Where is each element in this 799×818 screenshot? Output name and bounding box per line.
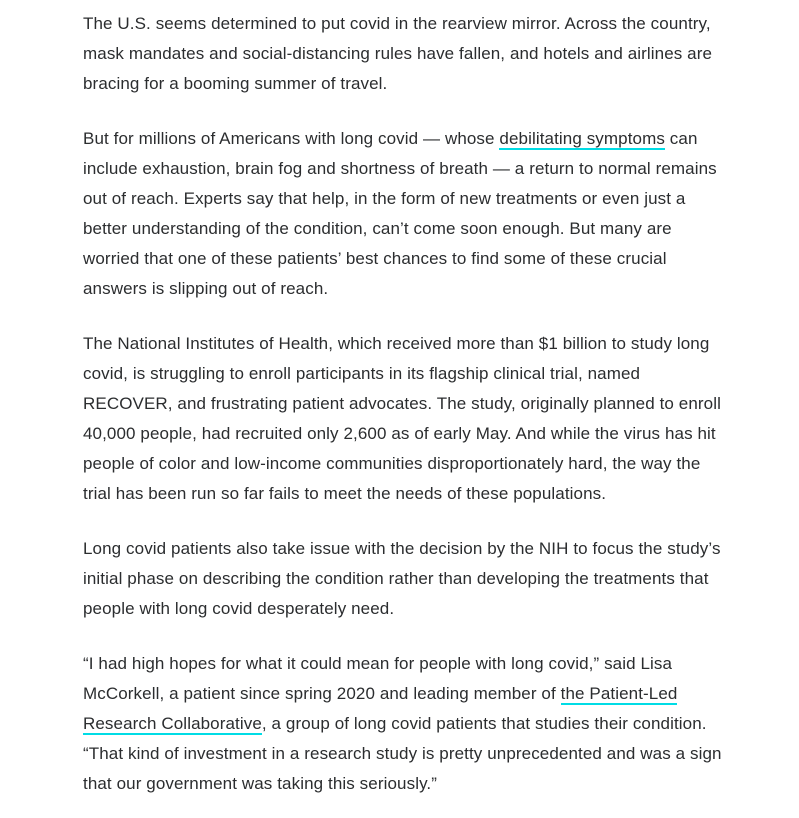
paragraph-text: can include exhaustion, brain fog and shortness of breath — a return to normal remains out of reach. Experts say that help, in the form of new treatments or even just a better understanding of the condition, can’t come soon enough. But many are worried that one of these patients’ best chances to find some of these crucial answers is slipping out of reach.: [83, 129, 717, 298]
paragraph-text: “I had high hopes for what it could mean for people with long covid,” said Lisa McCorkell, a patient since spring 2020 and leading member of: [83, 654, 673, 703]
paragraph: [83, 534, 729, 624]
paragraph-text: The National Institutes of Health, which received more than $1 billion to study long covid, is struggling to enroll participants in its flagship clinical trial, named RECOVER, and frustrating patient advocates. The study, originally planned to enroll 40,000 people, had recruited only 2,600 as of early May. And while the virus has hit people of color and low-income communities disproportionately hard, the way the trial has been run so far fails to meet the needs of these populations.: [83, 334, 721, 503]
paragraph-text: But for millions of Americans with long covid — whose: [83, 129, 500, 148]
link-debilitating-symptoms[interactable]: debilitating symptoms: [499, 129, 665, 148]
paragraph-text: , a group of long covid patients that studies their condition. “That kind of investment in a research study is pretty unprecedented and was a sign that our government was taking this seriously.”: [83, 714, 722, 793]
paragraph: [83, 124, 729, 304]
link-patient-led-research-collaborative[interactable]: the Patient-Led Research Collaborative: [83, 684, 678, 733]
paragraph-text: The U.S. seems determined to put covid in the rearview mirror. Across the country, mask mandates and social-distancing rules have fallen, and hotels and airlines are bracing for a booming summer of travel.: [83, 14, 713, 93]
paragraph: [83, 329, 729, 509]
paragraph: [83, 9, 729, 99]
paragraph: [83, 649, 729, 799]
paragraph-text: Long covid patients also take issue with the decision by the NIH to focus the study’s initial phase on describing the condition rather than developing the treatments that people with long covid desperately need.: [83, 539, 721, 618]
